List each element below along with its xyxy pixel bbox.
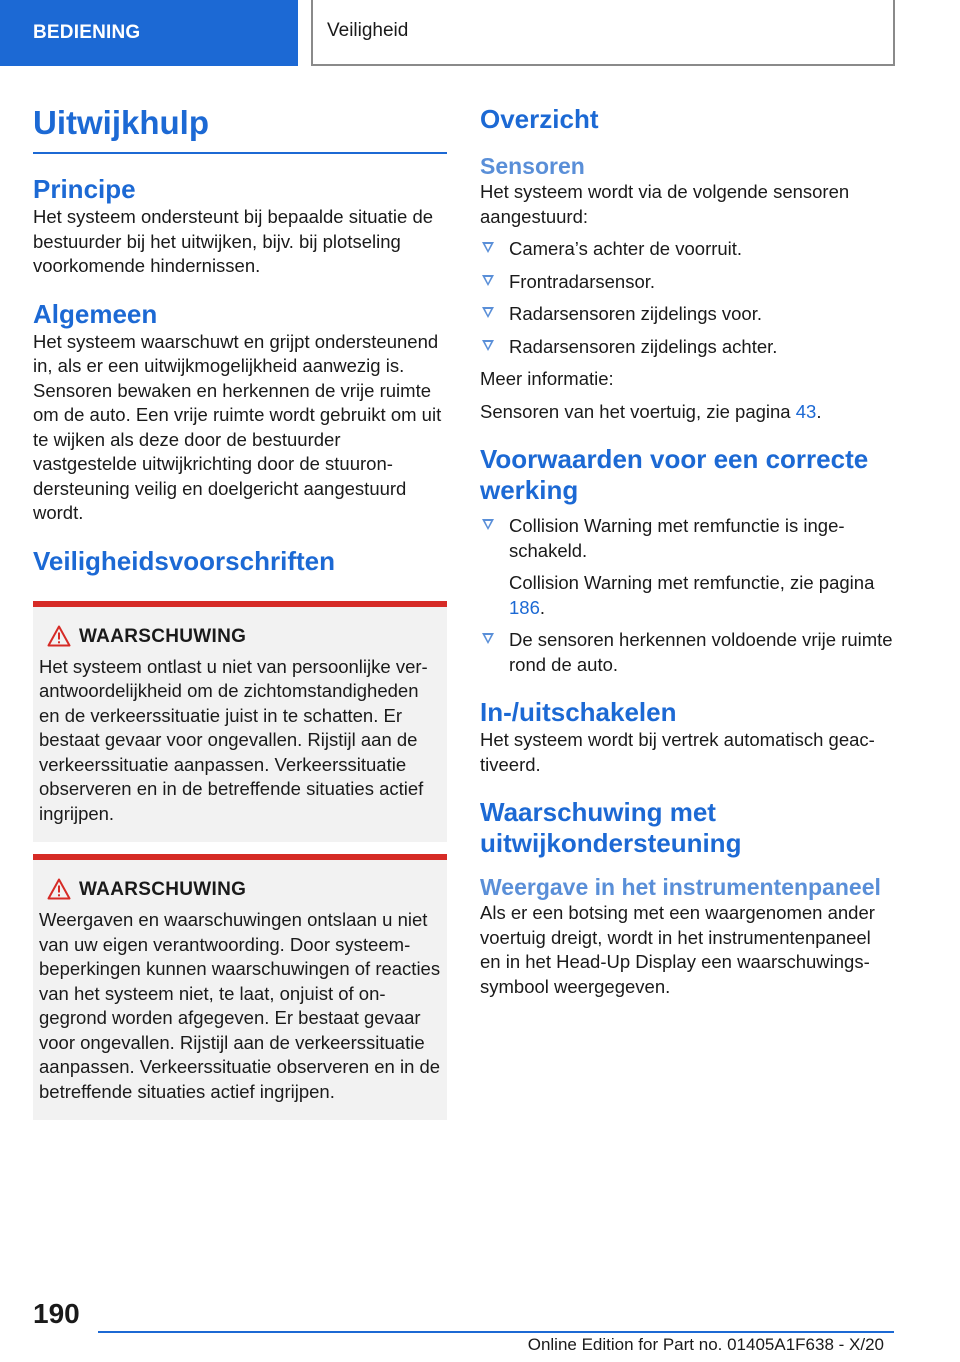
algemeen-text: Het systeem waarschuwt en grijpt ondersteunend in, als er een uitwijkmogelijkheid aanwezig is. Sensoren bewaken en herkennen de vrije ruimte om de auto. Een vrije ruimte wordt gebruikt om uit te wijken als deze door de bestuurder vastgestelde uitwijkrichting door de stuurondersteuning veilig en doelgericht aangestuurd wordt. <box>33 330 442 523</box>
warning-title: WAARSCHUWING <box>79 625 247 647</box>
list-item: Camera’s achter de voorruit. <box>480 237 894 262</box>
sensoren-intro: Het systeem wordt via de volgende sensoren aangestuurd: <box>480 181 850 227</box>
edition-footer: Online Edition for Part no. 01405A1F638 - X/20 <box>527 1335 884 1354</box>
heading-algemeen: Algemeen <box>33 298 158 329</box>
heading-waarschuwing-uitwijk: Waarschuwing met uitwijkondersteuning <box>480 797 742 858</box>
warning-triangle-icon <box>39 625 79 649</box>
sensor-list <box>480 237 894 359</box>
list-item: De sensoren herkennen voldoende vrije ruimte rond de auto. <box>480 628 894 677</box>
list-item: Collision Warning met remfunctie is ingeschakeld. Collision Warning met remfunctie, zie pagina 186. <box>480 514 894 620</box>
conditions-list <box>480 514 894 677</box>
page-link-186[interactable]: 186 <box>509 596 540 618</box>
list-item: Radarsensoren zijdelings voor. <box>480 302 894 327</box>
heading-sensoren: Sensoren <box>480 153 585 179</box>
principe-text: Het systeem ondersteunt bij bepaalde situatie de bestuurder bij het uitwijken, bijv. bij plotseling voorkomende hindernissen. <box>33 206 434 276</box>
page-header <box>0 0 960 66</box>
warning-triangle-icon <box>39 878 79 902</box>
page-link-43[interactable]: 43 <box>795 400 817 422</box>
sensor-reference: Sensoren van het voertuig, zie pagina 43. <box>480 400 822 422</box>
more-info-label: Meer informatie: <box>480 368 614 389</box>
heading-in-uitschakelen: In-/uitschakelen <box>480 697 677 727</box>
warning-text: Weergaven en waarschuwingen ontslaan u niet van uw eigen verantwoording. Door systeembeperkingen kunnen waarschuwingen of reacties van het systeem niet, te laat, onjuist of ongegrond worden afgegeven. Er bestaat gevaar voor ongevallen. Rijstijl aan de verkeerssituatie aanpassen. Verkeerssituatie observeren en in de betreffende situaties actief ingrijpen. <box>39 909 441 1102</box>
triangle-bullet-icon <box>482 633 494 644</box>
triangle-bullet-icon <box>482 307 494 318</box>
warning-box <box>33 854 447 1120</box>
collision-warning-reference: Collision Warning met remfunctie, zie pagina 186. <box>509 572 875 618</box>
weergave-text: Als er een botsing met een waargenomen ander voertuig dreigt, wordt in het instrumentenpaneel en in het Head-Up Display een waarschuwingssymbool weergegeven. <box>480 902 875 997</box>
section-tab[interactable]: BEDIENING <box>0 0 298 66</box>
triangle-bullet-icon <box>482 242 494 253</box>
triangle-bullet-icon <box>482 275 494 286</box>
right-column <box>480 100 894 999</box>
heading-voorwaarden: Voorwaarden voor een correcte werking <box>480 444 869 505</box>
page-title: Uitwijkhulp <box>33 100 447 154</box>
page-number: 190 <box>33 1298 80 1329</box>
list-item: Radarsensoren zijdelings achter. <box>480 335 894 360</box>
heading-principe: Principe <box>33 174 136 204</box>
chapter-tab[interactable]: Veiligheid <box>311 0 895 66</box>
warning-box <box>33 601 447 843</box>
list-item: Frontradarsensor. <box>480 270 894 295</box>
triangle-bullet-icon <box>482 340 494 351</box>
warning-text: Het systeem ontlast u niet van persoonlijke verantwoordelijkheid om de zichtomstandigheden en de verkeerssituatie juist in te schatten. Er bestaat gevaar voor ongevallen. Rijstijl aan de verkeerssituatie aanpassen. Verkeerssituatie observeren en in de betreffende situaties actief ingrijpen. <box>39 655 428 824</box>
heading-overzicht: Overzicht <box>480 104 599 134</box>
in-uitschakelen-text: Het systeem wordt bij vertrek automatisch geactiveerd. <box>480 729 875 775</box>
triangle-bullet-icon <box>482 519 494 530</box>
heading-weergave: Weergave in het instrumentenpaneel <box>480 874 881 900</box>
heading-veiligheidsvoorschriften: Veiligheidsvoorschriften <box>33 545 335 576</box>
warning-title: WAARSCHUWING <box>79 879 247 900</box>
left-column <box>33 100 447 1120</box>
